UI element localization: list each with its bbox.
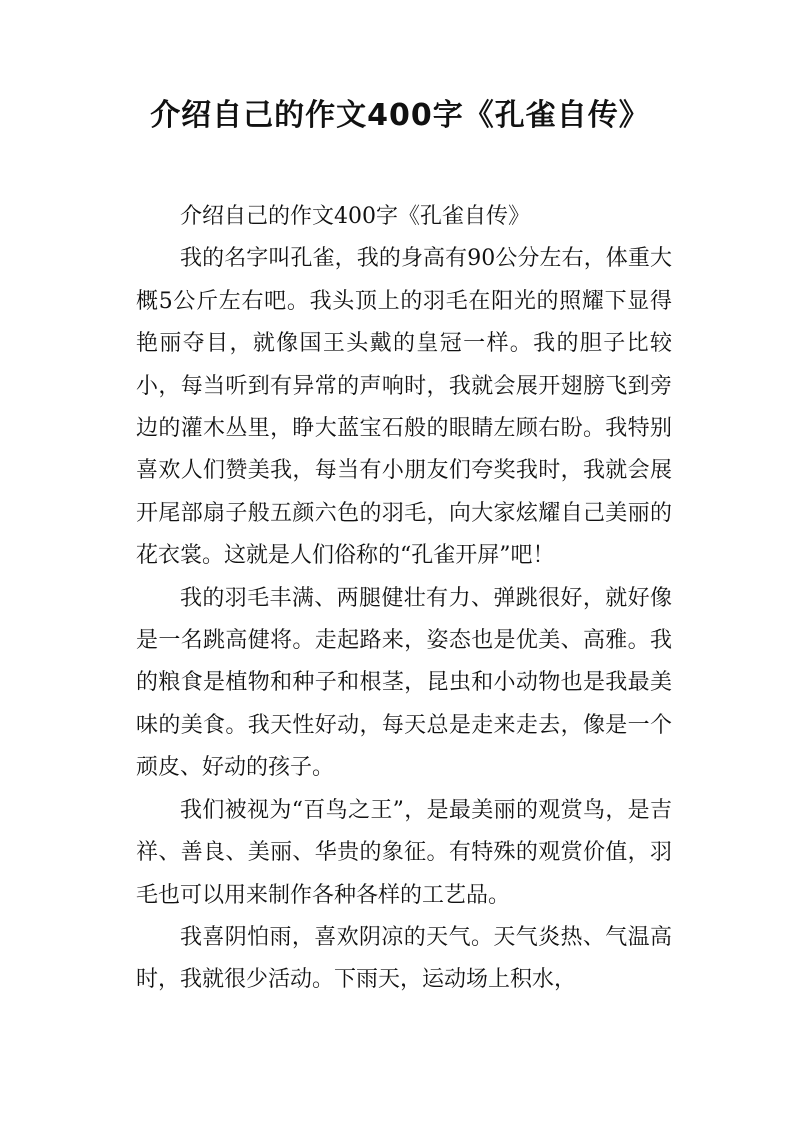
paragraph-habits: 我的羽毛丰满、两腿健壮有力、弹跳很好，就好像是一名跳高健将。走起路来，姿态也是优美、高雅。我的粮食是植物和种子和根茎，昆虫和小动物也是我最美味的美食。我天性好动，每天总是走来走去，像是一个顽皮、好动的孩子。	[136, 585, 672, 781]
paragraph-symbol: 我们被视为“百鸟之王”，是最美丽的观赏鸟，是吉祥、善良、美丽、华贵的象征。有特殊的观赏价值，羽毛也可以用来制作各种各样的工艺品。	[136, 797, 672, 908]
paragraph-weather: 我喜阴怕雨，喜欢阴凉的天气。天气炎热、气温高时，我就很少活动。下雨天，运动场上积水，	[136, 924, 672, 993]
document-title: 介绍自己的作文400字《孔雀自传》	[150, 98, 650, 133]
document-body	[136, 196, 672, 1002]
paragraph-appearance: 我的名字叫孔雀，我的身高有90公分左右，体重大概5公斤左右吧。我头顶上的羽毛在阳光的照耀下显得艳丽夺目，就像国王头戴的皇冠一样。我的胆子比较小，每当听到有异常的声响时，我就会展开翅膀飞到旁边的灌木丛里，睁大蓝宝石般的眼睛左顾右盼。我特别喜欢人们赞美我，每当有小朋友们夸奖我时，我就会展开尾部扇子般五颜六色的羽毛，向大家炫耀自己美丽的花衣裳。这就是人们俗称的“孔雀开屏”吧！	[136, 246, 672, 569]
paragraph-subtitle: 介绍自己的作文400字《孔雀自传》	[180, 204, 530, 229]
